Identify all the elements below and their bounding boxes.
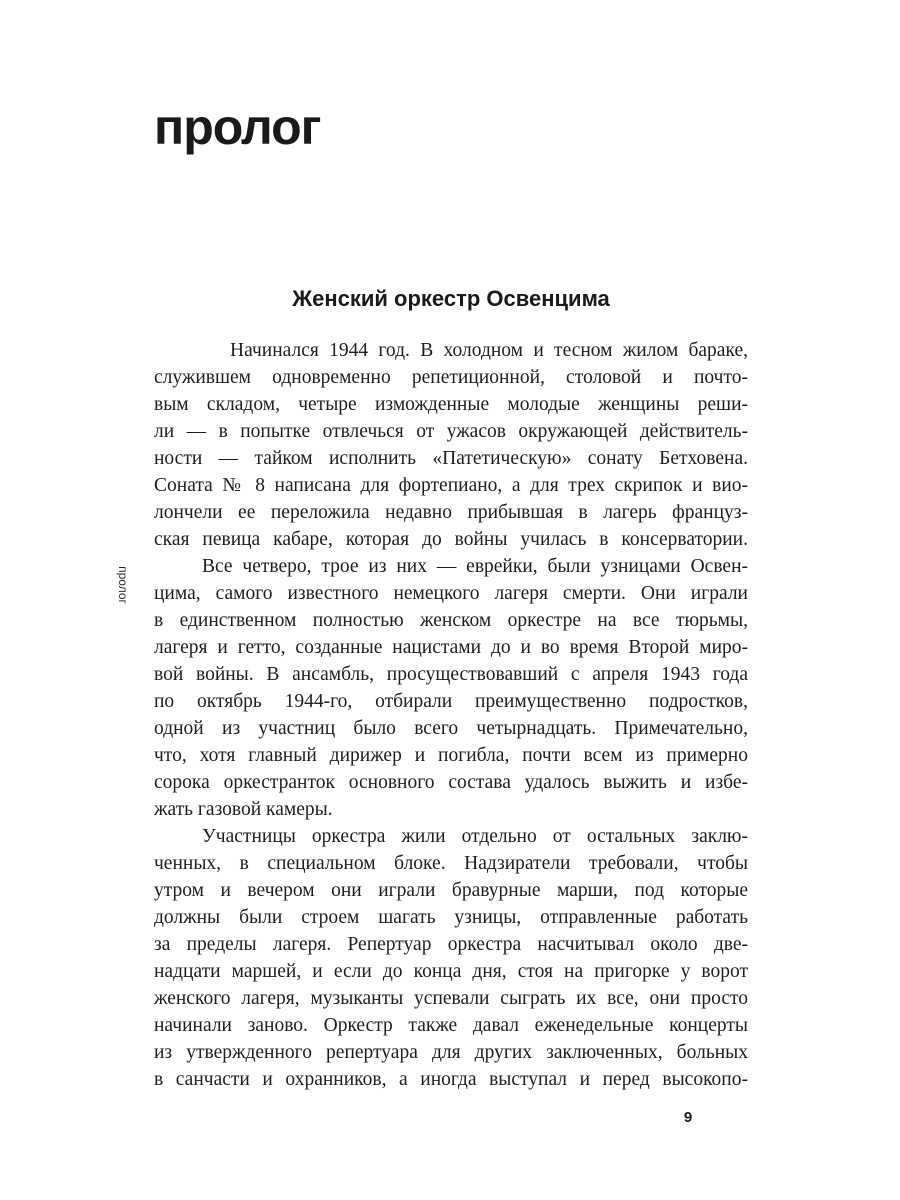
text-line: лагеря и гетто, созданные нацистами до и во время Второй миро- xyxy=(154,637,748,658)
text-line: ченных, в специальном блоке. Надзиратели требовали, чтобы xyxy=(154,853,748,874)
text-line: должны были строем шагать узницы, отправленные работать xyxy=(154,907,748,928)
text-line: утром и вечером они играли бравурные марши, под которые xyxy=(154,880,748,901)
text-line: сорока оркестранток основного состава удалось выжить и избе- xyxy=(154,772,748,793)
text-line: жать газовой камеры. xyxy=(154,799,333,820)
text-line: женского лагеря, музыканты успевали сыграть их все, они просто xyxy=(154,988,748,1009)
text-line: из утвержденного репертуара для других заключенных, больных xyxy=(154,1042,748,1063)
text-line: по октябрь 1944-го, отбирали преимущественно подростков, xyxy=(154,691,748,712)
paragraph xyxy=(154,823,748,1093)
text-line: что, хотя главный дирижер и погибла, почти всем из примерно xyxy=(154,745,748,766)
text-line: вым складом, четыре изможденные молодые женщины реши- xyxy=(154,394,748,415)
text-line: Участницы оркестра жили отдельно от остальных заклю- xyxy=(202,826,748,847)
chapter-title: пролог xyxy=(154,99,321,155)
body-text xyxy=(154,337,748,1093)
text-line: в санчасти и охранников, а иногда выступал и перед высокопо- xyxy=(154,1069,748,1090)
page-number: 9 xyxy=(683,1109,693,1126)
paragraph xyxy=(154,337,748,553)
section-heading: Женский оркестр Освенцима xyxy=(292,286,610,311)
text-line: за пределы лагеря. Репертуар оркестра насчитывал около две- xyxy=(154,934,748,955)
running-head: пролог xyxy=(116,566,130,604)
text-line: надцати маршей, и если до конца дня, стоя на пригорке у ворот xyxy=(154,961,748,982)
text-line: Все четверо, трое из них — еврейки, были узницами Освен- xyxy=(202,556,748,577)
text-line: ская певица кабаре, которая до войны училась в консерватории. xyxy=(154,529,748,550)
paragraph xyxy=(154,553,748,823)
text-line: в единственном полностью женском оркестре на все тюрьмы, xyxy=(154,610,748,631)
text-line: служившем одновременно репетиционной, столовой и почто- xyxy=(154,367,748,388)
text-line: начинали заново. Оркестр также давал еженедельные концерты xyxy=(154,1015,748,1036)
text-line: цима, самого известного немецкого лагеря смерти. Они играли xyxy=(154,583,748,604)
text-line: ности — тайком исполнить «Патетическую» сонату Бетховена. xyxy=(154,448,748,469)
text-line: Соната № 8 написана для фортепиано, а для трех скрипок и вио- xyxy=(154,475,748,496)
text-line: вой войны. В ансамбль, просуществовавший с апреля 1943 года xyxy=(154,664,748,685)
text-line: Начинался 1944 год. В холодном и тесном жилом бараке, xyxy=(230,340,748,361)
text-line: ли — в попытке отвлечься от ужасов окружающей действитель- xyxy=(154,421,748,442)
text-line: одной из участниц было всего четырнадцать. Примечательно, xyxy=(154,718,748,739)
text-line: лончели ее переложила недавно прибывшая в лагерь француз- xyxy=(154,502,748,523)
